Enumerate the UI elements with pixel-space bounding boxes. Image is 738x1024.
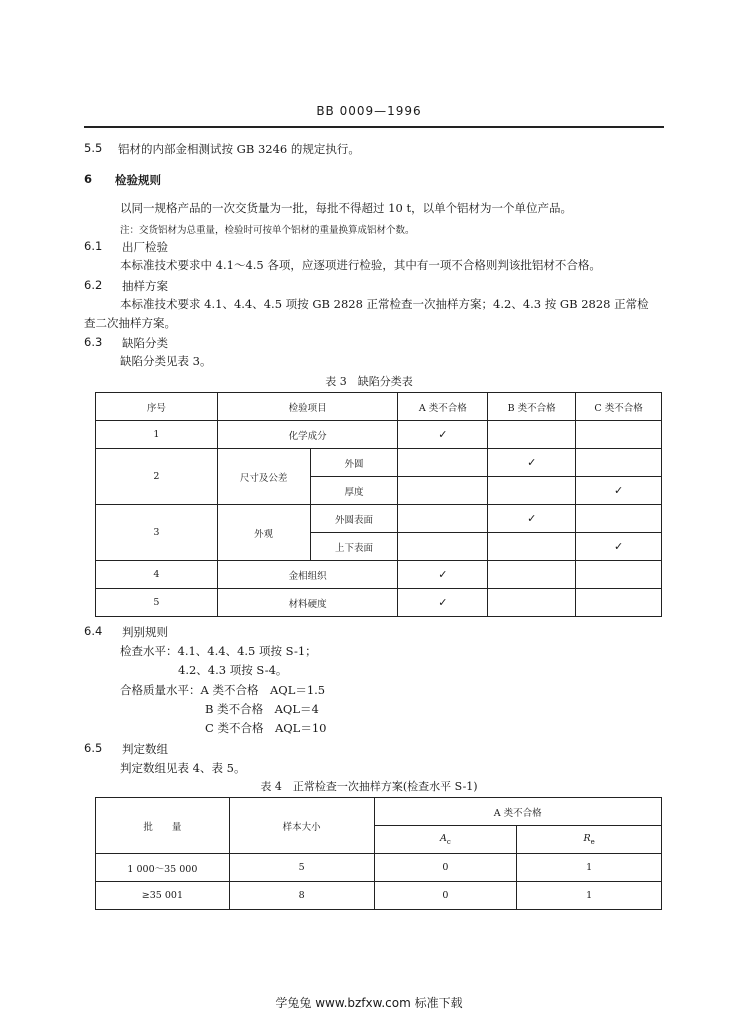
sample-size-cell: 8: [229, 882, 374, 910]
row-4-a-check: ✓: [398, 561, 488, 589]
header-batch: 批 量: [96, 798, 230, 854]
section-6-5-title: 判定数组: [122, 742, 168, 756]
row-3a-c: [576, 505, 662, 533]
row-3b-a: [398, 533, 488, 561]
section-6-2-title: 抽样方案: [122, 279, 168, 293]
table-row: [96, 561, 662, 589]
header-b: B 类不合格: [488, 393, 576, 421]
section-6-4-line2: 4.2、4.3 项按 S-4。: [178, 663, 288, 677]
row-4-c: [576, 561, 662, 589]
row-5-item: 材料硬度: [217, 589, 398, 617]
section-6-4-line1: 检查水平：4.1、4.4、4.5 项按 S-1；: [120, 644, 317, 658]
footer-watermark-text: 学兔兔 www.bzfxw.com 标准下载: [275, 996, 463, 1010]
section-5-5-number: 5.5: [84, 141, 103, 155]
section-6-5-number: 6.5: [84, 741, 103, 755]
row-1-item: 化学成分: [217, 421, 398, 449]
row-3b-b: [488, 533, 576, 561]
row-4-b: [488, 561, 576, 589]
row-3b-c-check: ✓: [576, 533, 662, 561]
header-no: 序号: [96, 393, 218, 421]
row-2b-a: [398, 477, 488, 505]
row-3a-b-check: ✓: [488, 505, 576, 533]
header-rule: [84, 126, 664, 128]
row-2a-a: [398, 449, 488, 477]
row-3-group: 外观: [217, 505, 310, 561]
row-2-sub2: 厚度: [310, 477, 398, 505]
section-6-number: 6: [84, 172, 93, 186]
section-5-5-text: 铝材的内部金相测试按 GB 3246 的规定执行。: [118, 142, 360, 156]
defect-classification-table: [95, 392, 662, 617]
section-6-1-paragraph: 本标准技术要求中 4.1～4.5 各项，应逐项进行检验，其中有一项不合格则判该批铝材不合格。: [120, 258, 601, 272]
sampling-plan-table: [95, 797, 662, 910]
row-3-sub1: 外圆表面: [310, 505, 398, 533]
row-4-item: 金相组织: [217, 561, 398, 589]
table-3-caption: 表 3 缺陷分类表: [325, 375, 413, 388]
row-5-no: 5: [96, 589, 218, 617]
row-2a-b-check: ✓: [488, 449, 576, 477]
table-row: [96, 449, 662, 477]
row-2b-b: [488, 477, 576, 505]
row-5-b: [488, 589, 576, 617]
header-a: A 类不合格: [398, 393, 488, 421]
row-1-b: [488, 421, 576, 449]
section-6-2-paragraph-line2: 查二次抽样方案。: [84, 316, 176, 330]
row-5-c: [576, 589, 662, 617]
header-c: C 类不合格: [576, 393, 662, 421]
header-ac: $A_c$: [374, 826, 517, 854]
table-row: [96, 854, 662, 882]
section-6-4-line5: C 类不合格 AQL＝10: [205, 721, 327, 735]
row-4-no: 4: [96, 561, 218, 589]
section-6-1-number: 6.1: [84, 239, 103, 253]
section-6-3-title: 缺陷分类: [122, 336, 168, 350]
ac-cell: 0: [374, 882, 517, 910]
table-4-caption: 表 4 正常检查一次抽样方案(检查水平 S-1): [260, 780, 478, 793]
row-2b-c-check: ✓: [576, 477, 662, 505]
section-6-4-line4: B 类不合格 AQL＝4: [205, 702, 319, 716]
table-header-row: [96, 798, 662, 826]
row-2-no: 2: [96, 449, 218, 505]
row-3-sub2: 上下表面: [310, 533, 398, 561]
header-sample-size: 样本大小: [229, 798, 374, 854]
section-6-5-paragraph: 判定数组见表 4、表 5。: [120, 761, 246, 775]
row-1-a-check: ✓: [398, 421, 488, 449]
ac-cell: 0: [374, 854, 517, 882]
section-6-title: 检验规则: [115, 173, 161, 187]
table-row: [96, 589, 662, 617]
section-6-note: 注：交货铝材为总重量，检验时可按单个铝材的重量换算成铝材个数。: [120, 225, 415, 236]
row-3a-a: [398, 505, 488, 533]
table-row: [96, 421, 662, 449]
section-6-paragraph: 以同一规格产品的一次交货量为一批，每批不得超过 10 t，以单个铝材为一个单位产品。: [120, 201, 573, 215]
batch-cell: 1 000～35 000: [96, 854, 230, 882]
row-5-a-check: ✓: [398, 589, 488, 617]
row-1-no: 1: [96, 421, 218, 449]
header-item: 检验项目: [217, 393, 398, 421]
row-1-c: [576, 421, 662, 449]
re-cell: 1: [517, 854, 662, 882]
section-6-2-paragraph-line1: 本标准技术要求 4.1、4.4、4.5 项按 GB 2828 正常检查一次抽样方案；4.2、4.3 按 GB 2828 正常检: [120, 297, 649, 311]
row-2-group: 尺寸及公差: [217, 449, 310, 505]
standard-code-header: BB 0009—1996: [316, 104, 422, 118]
section-6-4-title: 判别规则: [122, 625, 168, 639]
table-row: [96, 882, 662, 910]
sample-size-cell: 5: [229, 854, 374, 882]
section-6-4-line3: 合格质量水平：A 类不合格 AQL＝1.5: [120, 683, 326, 697]
header-a-class: A 类不合格: [374, 798, 662, 826]
header-re: $R_e$: [517, 826, 662, 854]
row-2a-c: [576, 449, 662, 477]
section-6-3-number: 6.3: [84, 335, 103, 349]
section-6-4-number: 6.4: [84, 624, 103, 638]
row-2-sub1: 外圆: [310, 449, 398, 477]
row-3-no: 3: [96, 505, 218, 561]
section-6-1-title: 出厂检验: [122, 240, 168, 254]
table-row: [96, 505, 662, 533]
section-6-2-number: 6.2: [84, 278, 103, 292]
re-cell: 1: [517, 882, 662, 910]
batch-cell: ≥35 001: [96, 882, 230, 910]
table-header-row: [96, 393, 662, 421]
section-6-3-paragraph: 缺陷分类见表 3。: [120, 354, 212, 368]
